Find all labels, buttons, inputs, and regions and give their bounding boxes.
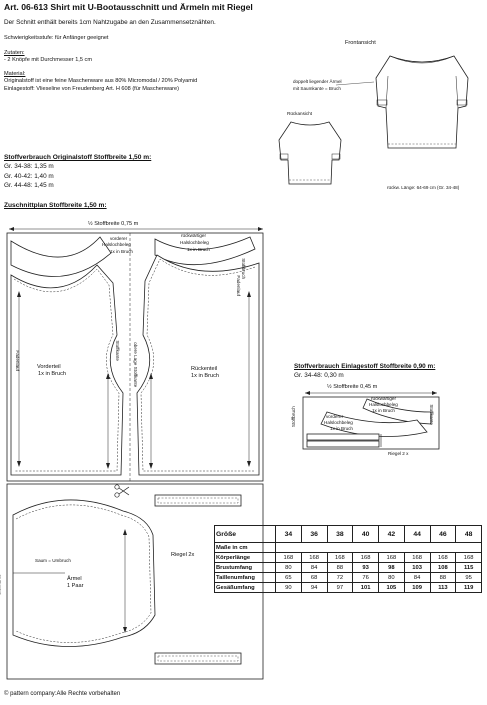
table-cell: 119 — [456, 583, 482, 593]
table-cell: 101 — [353, 583, 379, 593]
interfacing-front-label-2: Halslochbeleg — [324, 420, 353, 425]
interfacing-fold-right: Stoffkante — [428, 404, 434, 425]
back-facing-label-2: Halslochbeleg — [180, 240, 209, 245]
front-note-line-1: doppelt liegender Ärmel — [293, 79, 342, 84]
layer-center-label: obere Lage Stoffkante — [133, 342, 139, 388]
row-label: Brustumfang — [215, 563, 276, 573]
size-header: 42 — [379, 526, 405, 543]
interfacing-back-label-2: Halslochbeleg — [369, 402, 398, 407]
front-facing-label-3: 1x in Bruch — [110, 249, 133, 254]
cutting-width-label: ½ Stoffbreite 0,75 m — [88, 221, 139, 227]
table-cell: 168 — [404, 553, 430, 563]
table-cell: 108 — [430, 563, 456, 573]
table-cell: 80 — [379, 573, 405, 583]
consumption-row: Gr. 34-38: 1,35 m — [4, 163, 54, 170]
table-cell: 113 — [430, 583, 456, 593]
sleeve-piece-label-1: Ärmel — [67, 576, 82, 582]
footer-brand — [4, 691, 120, 698]
table-cell: 168 — [456, 553, 482, 563]
size-header: 44 — [404, 526, 430, 543]
fold-center-label: Stoffkante — [114, 340, 120, 361]
table-cell: 84 — [301, 563, 327, 573]
footer-rights: Alle Rechte vorbehalten — [56, 691, 121, 697]
table-cell: 80 — [276, 563, 302, 573]
grain-left-label: Fadenlauf — [14, 350, 20, 371]
table-cell: 168 — [301, 553, 327, 563]
table-cell: 90 — [276, 583, 302, 593]
fold-right-label: Stoffbruch — [241, 258, 247, 280]
back-piece-label-2: 1x in Bruch — [191, 373, 219, 379]
size-header-label: Größe — [215, 526, 276, 543]
row-label: Gesäßumfang — [215, 583, 276, 593]
size-header: 38 — [327, 526, 353, 543]
table-cell: 105 — [379, 583, 405, 593]
table-row — [215, 553, 482, 563]
grain-right-label: Fadenlauf — [235, 275, 241, 296]
interfacing-width-label: ½ Stoffbreite 0,45 m — [327, 384, 378, 390]
page-title: Art. 06-613 Shirt mit U-Bootausschnitt und Ärmeln mit Riegel — [4, 2, 253, 12]
interfacing-front-label-1: vorderer — [326, 414, 344, 419]
size-header: 48 — [456, 526, 482, 543]
table-cell: 103 — [404, 563, 430, 573]
front-note-line-2: mit Saumkante = Bruch — [293, 86, 341, 91]
table-cell: 94 — [301, 583, 327, 593]
interfacing-row: Gr. 34-48: 0,30 m — [294, 372, 344, 379]
zutaten-label: Zutaten: — [4, 50, 25, 56]
cutting-plan-title: Zuschnittplan Stoffbreite 1,50 m: — [4, 202, 107, 209]
front-piece-label-1: Vorderteil — [37, 364, 61, 370]
interfacing-fold-left: Stoffbruch — [290, 406, 296, 428]
front-piece-label-2: 1x in Bruch — [38, 371, 66, 377]
strap-label: Riegel 2x — [171, 552, 195, 558]
interfacing-front-label-3: 1x in Bruch — [330, 426, 353, 431]
size-header: 40 — [353, 526, 379, 543]
material-line-1: Originalstoff ist eine feine Maschenware aus 80% Micromodal / 20% Polyamid — [4, 78, 198, 84]
table-row — [215, 583, 482, 593]
front-view-label: Frontansicht — [345, 40, 376, 46]
fold-bottom-label — [0, 574, 2, 595]
size-header: 34 — [276, 526, 302, 543]
sleeve-piece-label-2: 1 Paar — [67, 583, 84, 589]
material-line-2: Einlagestoff: Vlieseline von Freudenberg Art. H 608 (für Maschenware) — [4, 86, 179, 92]
row-label: Körperlänge — [215, 553, 276, 563]
table-cell: 115 — [456, 563, 482, 573]
table-cell: 109 — [404, 583, 430, 593]
size-header: 36 — [301, 526, 327, 543]
back-view-drawing — [275, 118, 345, 188]
back-facing-label-3: 1x in Bruch — [187, 247, 210, 252]
table-cell: 98 — [379, 563, 405, 573]
table-cell: 88 — [430, 573, 456, 583]
sleeve-hem-label: Saum = Umbruch — [35, 558, 71, 563]
back-facing-label-1: rückwärtiger — [181, 233, 207, 238]
front-facing-label-1: vorderer — [110, 236, 128, 241]
consumption-title: Stoffverbrauch Originalstoff Stoffbreite 1,50 m: — [4, 154, 152, 161]
consumption-row: Gr. 40-42: 1,40 m — [4, 173, 54, 180]
zutaten-text: - 2 Knöpfe mit Durchmesser 1,5 cm — [4, 57, 92, 63]
table-cell: 97 — [327, 583, 353, 593]
footer-brand-name: © pattern company: — [4, 691, 57, 697]
table-row — [215, 573, 482, 583]
front-view-drawing — [372, 48, 472, 168]
front-facing-label-2: Halslochbeleg — [102, 242, 131, 247]
table-cell: 168 — [327, 553, 353, 563]
front-note-leader — [336, 80, 376, 90]
table-cell: 168 — [379, 553, 405, 563]
table-cell: 65 — [276, 573, 302, 583]
measurements-section-label: Maße in cm — [215, 543, 276, 553]
table-cell: 95 — [456, 573, 482, 583]
table-cell: 168 — [276, 553, 302, 563]
table-cell: 88 — [327, 563, 353, 573]
size-table — [214, 525, 482, 593]
consumption-row: Gr. 44-48: 1,45 m — [4, 182, 54, 189]
back-view-label: Rückansicht — [287, 111, 313, 116]
section-spacer — [276, 543, 482, 553]
table-cell: 84 — [404, 573, 430, 583]
interfacing-strap-label: Riegel 2 x — [388, 451, 409, 456]
material-label: Material: — [4, 71, 26, 77]
table-cell: 72 — [327, 573, 353, 583]
table-cell: 168 — [353, 553, 379, 563]
table-cell: 168 — [430, 553, 456, 563]
interfacing-back-label-3: 1x in Bruch — [372, 408, 395, 413]
table-cell: 76 — [353, 573, 379, 583]
table-row — [215, 563, 482, 573]
interfacing-title: Stoffverbrauch Einlagestoff Stoffbreite 0,90 m: — [294, 363, 436, 370]
table-cell: 93 — [353, 563, 379, 573]
size-header: 46 — [430, 526, 456, 543]
back-piece-label-1: Rückenteil — [191, 366, 218, 372]
interfacing-back-label-1: rückwärtiger — [371, 396, 397, 401]
length-note: rückw. Länge: 64-69 cm (Gr. 34-48) — [387, 185, 460, 190]
row-label: Taillenumfang — [215, 573, 276, 583]
cutting-plan-drawing — [5, 225, 267, 705]
table-cell: 68 — [301, 573, 327, 583]
page-subtitle: Der Schnitt enthält bereits 1cm Nahtzugabe an den Zusammensetznähten. — [4, 19, 216, 26]
difficulty-text: Schwierigkeitsstufe: für Anfänger geeignet — [4, 35, 109, 41]
